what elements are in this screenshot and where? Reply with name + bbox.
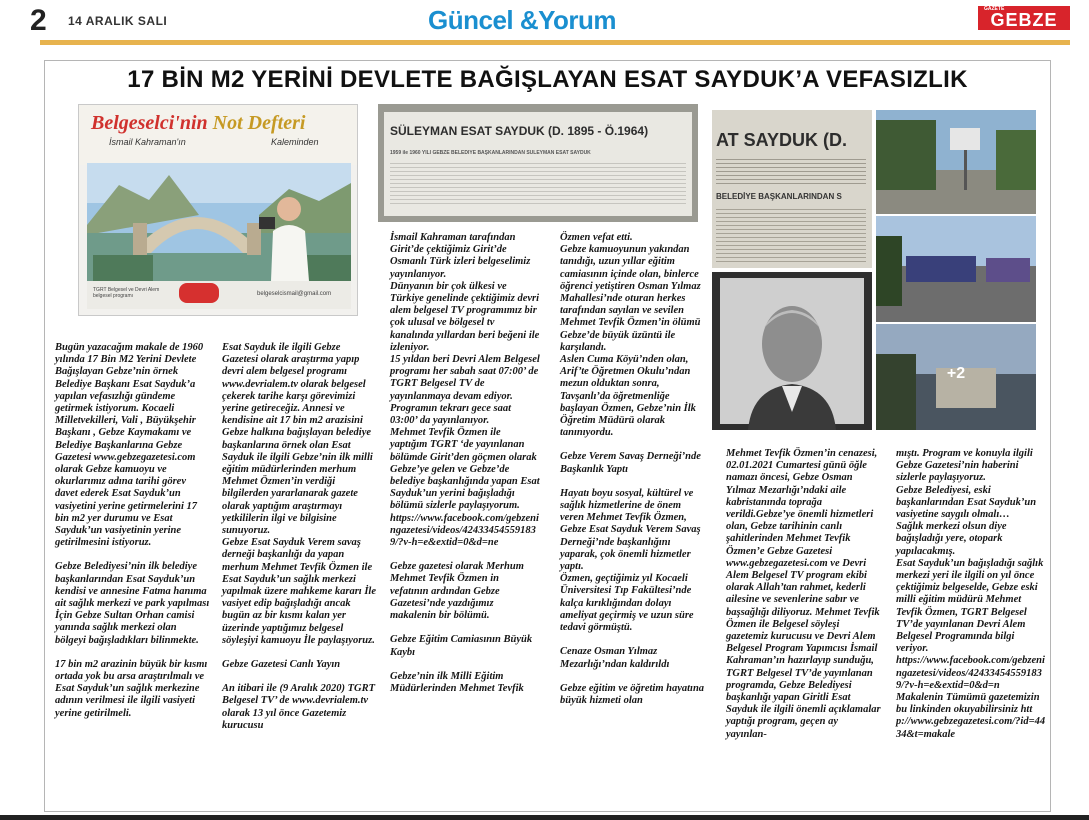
paragraph: 17 bin m2 arazinin büyük bir kısmı ortada yok bu arsa araştırılmalı ve Esat Sayduk’un sağlık merkezine adının verilmesi ile ilgili vasiyeti yerine getirilmeli. [55,658,208,719]
more-photos-count[interactable]: +2 [946,365,966,382]
plaque-title: SÜLEYMAN ESAT SAYDUK (D. 1895 - Ö.1964) [390,124,649,138]
article-column-1 [55,342,210,720]
paragraph: Gebze Esat Sayduk Verem savaş derneği başkanlığı da yapan merhum Mehmet Tevfik Özmen ile Esat Sayduk’un sağlık merkezi yapılmak üzere mahkeme kararı İle vasiyet edip bağışladığı ancak bugün az bir kısmı kalan yer üzerinde yaptığımız belgesel söyleşiyi kamuoyu İle paylaşıyoruz. [222,537,376,646]
paragraph: Aslen Cuma Köyü’nden olan, Arif’te Öğretmen Okulu’ndan mezun olduktan sonra, Tavşanlı’da öğretmenliğe başlayan Özmen, Gebze’nin İlk Öğretim Müdürü olarak tanınıyordu. [560,354,696,439]
plaque-closeup-lines2 [716,206,866,262]
portrait-illustration [712,272,872,430]
plaque-card [384,112,692,216]
paragraph: Sağlık merkezi olsun diye bağışladığı yere, otopark yapılacakmış. [896,521,1007,557]
paragraph: Dünyanın bir çok ülkesi ve Türkiye genelinde çektiğimiz devri alem belgesel TV programımız bir çok ulusal ve bölgesel tv kanalında yıllardan beri beğeni ile izleniyor. [390,280,540,353]
logo-sub-label: GAZETE [984,6,1005,12]
belgeselci-photo [78,104,358,316]
article-link[interactable]: Makalenin Tümümü gazetemizin bu linkinden okuyabilirsiniz http://www.gebzegazetesi.com/?id=4434&t=makale [896,692,1046,740]
page-number: 2 [30,4,47,37]
photo-email: belgeselcismail@gmail.com [257,291,332,297]
paragraph: Gebze Belediyesi, eski başkanlarından Esat Sayduk’un vasiyetine saygılı olmalı… [896,484,1037,521]
paragraph: Gebze kamuoyunun yakından tanıdığı, uzun yıllar eğitim camiasının içinde olan, binlerce öğrenci yetiştiren Osman Yılmaz Mahallesi’nde oturan herkes tarafından sayılan ve sevilen Mehmet Tevfik Özmen’in ölümü Gebze’de büyük üzüntü ile karşılandı. [560,244,701,353]
plaque-subtitle: 1959 ile 1960 YILI GEBZE BELEDİYE BAŞKANLARINDAN SÜLEYMAN ESAT SAYDUK [390,150,591,156]
notebook-title-line2: Not Defteri [212,112,306,134]
paragraph: Bugün yazacağım makale de 1960 yılında 17 Bin M2 Yerini Devlete Bağışlayan Gebze’nin örnek Belediye Başkanı Esat Sayduk’a yapılan vefasızlığı gündeme getirmek istiyorum. Kocaeli Milletvekilleri, Vali , Büyükşehir Başkanı , Gebze Kaymakamı ve Belediye Başkanlarına Gebze Gazetesi www.gebzegazetesi.com olarak Gebze kamuoyu ve okurlarımız adına tarihi görev davet ederek Esat Sayduk’un vasiyetini yerine getirmelerini 17 bin m2 yer durumu ve Esat Sayduk’un vasiyetinin yerine getirilmesini istiyoruz. [55,342,204,549]
street-photo [876,110,1036,214]
article-column-5 [726,448,881,741]
page-bottom-edge [0,815,1089,820]
page-header [0,0,1089,44]
paragraph: Gebze’nin ilk Milli Eğitim Müdürlerinden Mehmet Tevfik [390,670,524,694]
paragraph: Gebze gazetesi olarak Merhum Mehmet Tevfik Özmen in vefatının ardından Gebze Gazetesi’nde yazdığımız makalenin bir bölümü. [390,561,524,622]
subheading: Gebze Eğitim Camiasının Büyük Kaybı [390,634,533,658]
facebook-video-link[interactable]: https://www.facebook.com/gebzeningazetesi/videos/424334545591839/?v-h=e&extid=0&d=ne [390,512,539,549]
article-column-4 [560,232,705,707]
article-column-2 [222,342,377,732]
logo-text: GEBZE [990,10,1058,30]
article-headline: 17 BİN M2 YERİNİ DEVLETE BAĞIŞLAYAN ESAT SAYDUK’A VEFASIZLIK [127,66,968,93]
gebze-gazetesi-logo [978,6,1070,30]
paragraph: An itibari ile (9 Aralık 2020) TGRT Belgesel TV’ de www.devrialem.tv olarak 13 yıl önce Gazetemiz kurucusu [222,683,376,731]
issue-date: 14 ARALIK SALI [68,14,168,28]
paragraph: Hayatı boyu sosyal, kültürel ve sağlık hizmetlerine de önem veren Mehmet Tevfik Özmen, Gebze Esat Sayduk Verem Savaş Derneği’nde başkanlığını yaparak, çok önemli hizmetler yaptı. [560,487,701,573]
banner-illustration [876,216,1036,322]
paragraph: İsmail Kahraman tarafından Girit’de çektiğimiz Girit’de Osmanlı Türk izleri belgeselimiz yayınlanıyor. [390,232,531,280]
plaque-photo [378,104,698,222]
building-photo [876,324,1036,430]
notebook-title-line1: Belgeselci'nin [91,112,208,134]
notebook-byline2: Kaleminden [271,137,319,147]
header-divider [40,40,1070,45]
subheading: Cenaze Osman Yılmaz Mezarlığı’ndan kaldırıldı [560,646,670,670]
facebook-video-link[interactable]: https://www.facebook.com/gebzeningazetesi/videos/424334545591839/?v-h=e&extid=0&d=n [896,655,1045,691]
street-illustration [876,110,1036,214]
section-title: Güncel &Yorum [428,5,617,35]
paragraph: Mehmet Tevfik Özmen’in cenazesi, 02.01.2021 Cumartesi günü öğle namazı öncesi, Gebze Osman Yılmaz Mezarlığı’ndaki aile kabristanında toprağa verildi.Gebze’ye önemli hizmetleri olan, Gebze tarihinin canlı şahitlerinden Mehmet Tevfik Özmen’e Gebze Gazetesi www.gebzegazetesi.com ve Devri Alem Belgesel TV program ekibi olarak Allah’tan rahmet, kederli ailesine ve sevenlerine sabır ve başsağlığı diliyoruz. Mehmet Tevfik Özmen ile Belgesel söyleşi gazetemiz kurucusu ve Devri Alem Belgesel Program Yapımcısı İsmail Kahraman’ın hazırlayıp sunduğu, TGRT Belgesel TV’de yayınlanan programda, Gebze Belediyesi başkanlığı yapan Giritli Esat Sayduk ile ilgili önemli açıklamalar yaptığı program, geçen ay yayınlan- [726,448,881,740]
plaque-fine-print [390,160,686,206]
plaque-closeup-subtitle: BELEDİYE BAŞKANLARINDAN S [716,192,842,201]
plaque-closeup-photo [712,110,872,268]
paragraph: Gebze Belediyesi’nin ilk belediye başkanlarından Esat Sayduk’un kendisi ve annesine Fatma hanıma ait sağlık merkezi ve park yapılması İçin Gebze Sultan Orhan camisi yanında sağlık merkezi olan bölgeyi bağışladıkları bilinmekte. [55,561,210,646]
plaque-closeup-lines [716,156,866,186]
paragraph: Esat Sayduk ile ilgili Gebze Gazetesi olarak araştırma yapıp devri alem belgesel programı www.devrialem.tv olarak belgesel çekerek tarihe karşı görevimizi yerine getireceğiz. Annesi ve kendisine ait 17 bin m2 arazisini Gebze halkına bağışlayan belediye başkanlarına örnek olan Esat Sayduk ile ilgili Gebze’nin ilk milli eğitim müdürlerinden merhum Mehmet Özmen’in verdiği bilgilerden yararlanarak gazete olarak yaptığım araştırmayı yetkililerin ilgi ve bilgisine sunuyoruz. [222,342,373,537]
photo-caption: TGRT Belgesel ve Devri Alem belgesel programı [93,287,160,299]
article-column-3 [390,232,540,695]
paragraph: 15 yıldan beri Devri Alem Belgesel programı her sabah saat 07:00’ de TGRT Belgesel TV de yayınlanmaya devam ediyor. Programın tekrarı gece saat 03:00’ da yayınlanıyor. [390,354,540,427]
portrait-photo [712,272,872,430]
paragraph: Esat Sayduk’un bağışladığı sağlık merkezi yeri ile ilgili on yıl önce çektiğimiz belgeselde, Gebze eski milli eğitim müdürü Mehmet Tevfik Özmen, TGRT Belgesel TV’de yayınlanan Devri Alem Belgesel Programında bilgi veriyor. [896,557,1044,655]
banner-photo [876,216,1036,322]
paragraph: Gebze eğitim ve öğretim hayatına büyük hizmeti olan [560,682,705,706]
notebook-title [91,111,305,135]
paragraph: Özmen, geçtiğimiz yıl Kocaeli Üniversitesi Tıp Fakültesi’nde kalça kırıklığından dolayı ameliyat geçirmiş ve uzun süre tedavi görmüştü. [560,573,694,634]
paragraph: Özmen vefat etti. [560,232,633,243]
paragraph: mıştı. Program ve konuyla ilgili Gebze Gazetesi’nin haberini sizlerle paylaşıyoruz. [896,448,1033,484]
notebook-byline: İsmail Kahraman'ın [109,137,186,147]
paragraph: Gebze Gazetesi Canlı Yayın [222,659,341,671]
subheading: Gebze Verem Savaş Derneği’nde Başkanlık Yaptı [560,451,701,475]
article-column-6 [896,448,1046,741]
plaque-closeup-title: AT SAYDUK (D. [716,130,848,150]
paragraph: Mehmet Tevfik Özmen ile yaptığım TGRT ‘de yayınlanan bölümde Girit’den göçmen olarak Gebze’ye gelen ve Gebze’de belediye başkanlığında yapan Esat Sayduk’un yerini bağışladığı bölümü sizlerle paylaşıyorum. [390,427,540,512]
